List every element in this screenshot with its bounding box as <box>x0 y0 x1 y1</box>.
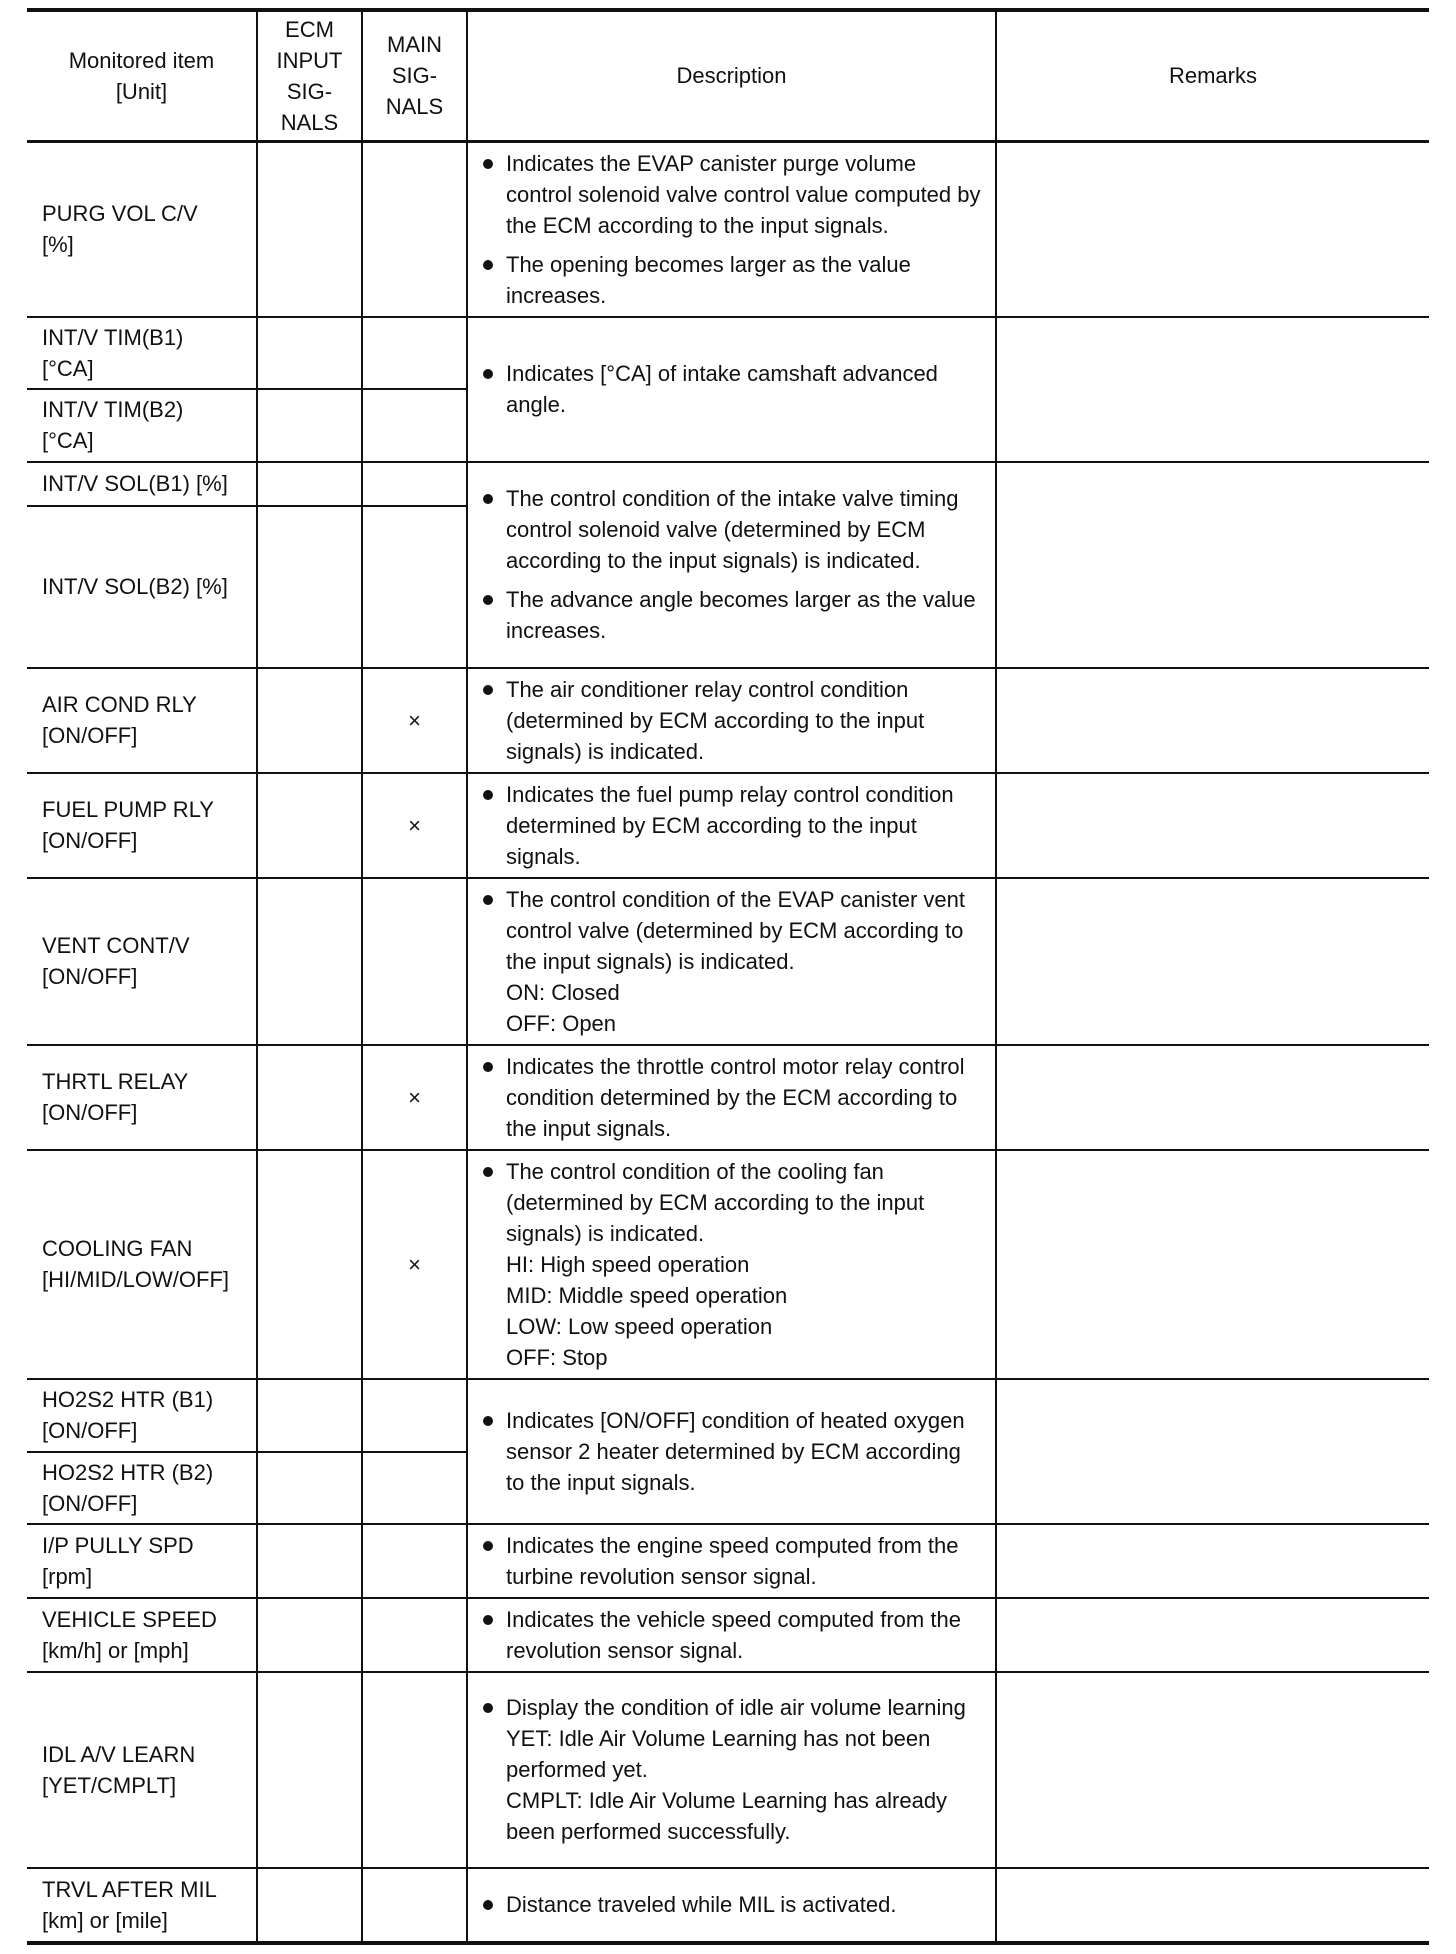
remarks-cell <box>996 1868 1429 1943</box>
table-row <box>27 1672 1429 1868</box>
ecm-input-cell <box>257 1868 362 1943</box>
ecm-input-cell <box>257 462 362 506</box>
monitored-item-cell: THRTL RELAY [ON/OFF] <box>27 1045 257 1150</box>
ecm-input-cell <box>257 1379 362 1452</box>
ecm-input-cell <box>257 773 362 878</box>
table-row <box>27 1868 1429 1943</box>
header-main-signals: MAIN SIG- NALS <box>362 10 467 141</box>
description-cell <box>467 878 996 1045</box>
remarks-cell <box>996 668 1429 773</box>
main-signal-cell: × <box>362 773 467 878</box>
monitored-item-cell: COOLING FAN [HI/MID/LOW/OFF] <box>27 1150 257 1379</box>
description-cell <box>467 1045 996 1150</box>
table-row <box>27 1150 1429 1379</box>
description-bullet: The control condition of the cooling fan (determined by ECM according to the input signals) is indicated. HI: High speed operation MID: Middle speed operation LOW: Low speed operation OFF: Stop <box>480 1156 981 1373</box>
main-signal-cell <box>362 1452 467 1524</box>
description-bullet: The control condition of the intake valve timing control solenoid valve (determined by ECM according to the input signals) is indicated. <box>480 483 981 576</box>
table-row <box>27 1524 1429 1598</box>
remarks-cell <box>996 1379 1429 1524</box>
monitored-item-cell: HO2S2 HTR (B2) [ON/OFF] <box>27 1452 257 1524</box>
ecm-input-cell <box>257 1150 362 1379</box>
ecm-input-cell <box>257 506 362 668</box>
description-cell <box>467 773 996 878</box>
main-signal-cell: × <box>362 1045 467 1150</box>
header-remarks: Remarks <box>996 10 1429 141</box>
monitored-item-cell: AIR COND RLY [ON/OFF] <box>27 668 257 773</box>
description-bullet: The control condition of the EVAP canister vent control valve (determined by ECM according to the input signals) is indicated. ON: Closed OFF: Open <box>480 884 981 1039</box>
description-bullet: Indicates [°CA] of intake camshaft advanced angle. <box>480 358 981 420</box>
ecm-input-cell <box>257 1524 362 1598</box>
header-row <box>27 10 1429 141</box>
ecm-input-cell <box>257 668 362 773</box>
header-ecm-input-signals: ECM INPUT SIG- NALS <box>257 10 362 141</box>
monitored-item-table <box>27 8 1429 1945</box>
description-cell <box>467 1672 996 1868</box>
header-monitored-item: Monitored item [Unit] <box>27 10 257 141</box>
ecm-input-cell <box>257 317 362 389</box>
main-signal-cell <box>362 506 467 668</box>
table-row <box>27 317 1429 389</box>
remarks-cell <box>996 773 1429 878</box>
remarks-cell <box>996 1150 1429 1379</box>
description-bullet: Display the condition of idle air volume learning YET: Idle Air Volume Learning has not been performed yet. CMPLT: Idle Air Volume Learning has already been performed successfully. <box>480 1692 981 1847</box>
remarks-cell <box>996 141 1429 317</box>
table-row <box>27 1379 1429 1452</box>
monitored-item-cell: INT/V SOL(B2) [%] <box>27 506 257 668</box>
monitored-item-cell: INT/V SOL(B1) [%] <box>27 462 257 506</box>
main-signal-cell <box>362 1598 467 1672</box>
table-row <box>27 462 1429 506</box>
description-bullet: The opening becomes larger as the value increases. <box>480 249 981 311</box>
main-signal-cell <box>362 389 467 462</box>
description-cell <box>467 1868 996 1943</box>
description-bullet: Indicates the EVAP canister purge volume control solenoid valve control value computed by the ECM according to the input signals. <box>480 148 981 241</box>
description-cell <box>467 462 996 668</box>
monitored-item-cell: HO2S2 HTR (B1) [ON/OFF] <box>27 1379 257 1452</box>
description-cell <box>467 1150 996 1379</box>
ecm-input-cell <box>257 1598 362 1672</box>
description-bullet: Indicates [ON/OFF] condition of heated oxygen sensor 2 heater determined by ECM according to the input signals. <box>480 1405 981 1498</box>
main-signal-cell <box>362 1379 467 1452</box>
ecm-input-cell <box>257 1672 362 1868</box>
description-bullet: The air conditioner relay control condition (determined by ECM according to the input signals) is indicated. <box>480 674 981 767</box>
remarks-cell <box>996 1524 1429 1598</box>
ecm-input-cell <box>257 141 362 317</box>
table-row <box>27 1598 1429 1672</box>
monitored-item-cell: PURG VOL C/V [%] <box>27 141 257 317</box>
table-row <box>27 1045 1429 1150</box>
main-signal-cell <box>362 462 467 506</box>
remarks-cell <box>996 462 1429 668</box>
description-cell <box>467 1379 996 1524</box>
main-signal-cell <box>362 1868 467 1943</box>
description-cell <box>467 1524 996 1598</box>
main-signal-cell <box>362 878 467 1045</box>
description-bullet: The advance angle becomes larger as the value increases. <box>480 584 981 646</box>
header-description: Description <box>467 10 996 141</box>
description-bullet: Indicates the fuel pump relay control condition determined by ECM according to the input signals. <box>480 779 981 872</box>
description-cell <box>467 141 996 317</box>
table-row <box>27 878 1429 1045</box>
monitored-item-cell: INT/V TIM(B1) [°CA] <box>27 317 257 389</box>
ecm-input-cell <box>257 389 362 462</box>
monitored-item-cell: FUEL PUMP RLY [ON/OFF] <box>27 773 257 878</box>
table-row <box>27 141 1429 317</box>
description-bullet: Distance traveled while MIL is activated. <box>480 1889 981 1920</box>
main-signal-cell <box>362 1524 467 1598</box>
ecm-input-cell <box>257 1045 362 1150</box>
monitored-item-cell: I/P PULLY SPD [rpm] <box>27 1524 257 1598</box>
description-cell <box>467 1598 996 1672</box>
description-bullet: Indicates the vehicle speed computed from the revolution sensor signal. <box>480 1604 981 1666</box>
monitored-item-cell: IDL A/V LEARN [YET/CMPLT] <box>27 1672 257 1868</box>
table-row <box>27 668 1429 773</box>
description-cell <box>467 317 996 462</box>
remarks-cell <box>996 1598 1429 1672</box>
ecm-input-cell <box>257 1452 362 1524</box>
description-bullet: Indicates the throttle control motor relay control condition determined by the ECM according to the input signals. <box>480 1051 981 1144</box>
ecm-input-cell <box>257 878 362 1045</box>
remarks-cell <box>996 1045 1429 1150</box>
monitored-item-cell: VENT CONT/V [ON/OFF] <box>27 878 257 1045</box>
description-bullet: Indicates the engine speed computed from the turbine revolution sensor signal. <box>480 1530 981 1592</box>
remarks-cell <box>996 317 1429 462</box>
main-signal-cell: × <box>362 668 467 773</box>
remarks-cell <box>996 878 1429 1045</box>
monitored-item-cell: VEHICLE SPEED [km/h] or [mph] <box>27 1598 257 1672</box>
main-signal-cell <box>362 1672 467 1868</box>
main-signal-cell <box>362 317 467 389</box>
main-signal-cell: × <box>362 1150 467 1379</box>
table-row <box>27 773 1429 878</box>
description-cell <box>467 668 996 773</box>
main-signal-cell <box>362 141 467 317</box>
monitored-item-cell: TRVL AFTER MIL [km] or [mile] <box>27 1868 257 1943</box>
remarks-cell <box>996 1672 1429 1868</box>
monitored-item-cell: INT/V TIM(B2) [°CA] <box>27 389 257 462</box>
